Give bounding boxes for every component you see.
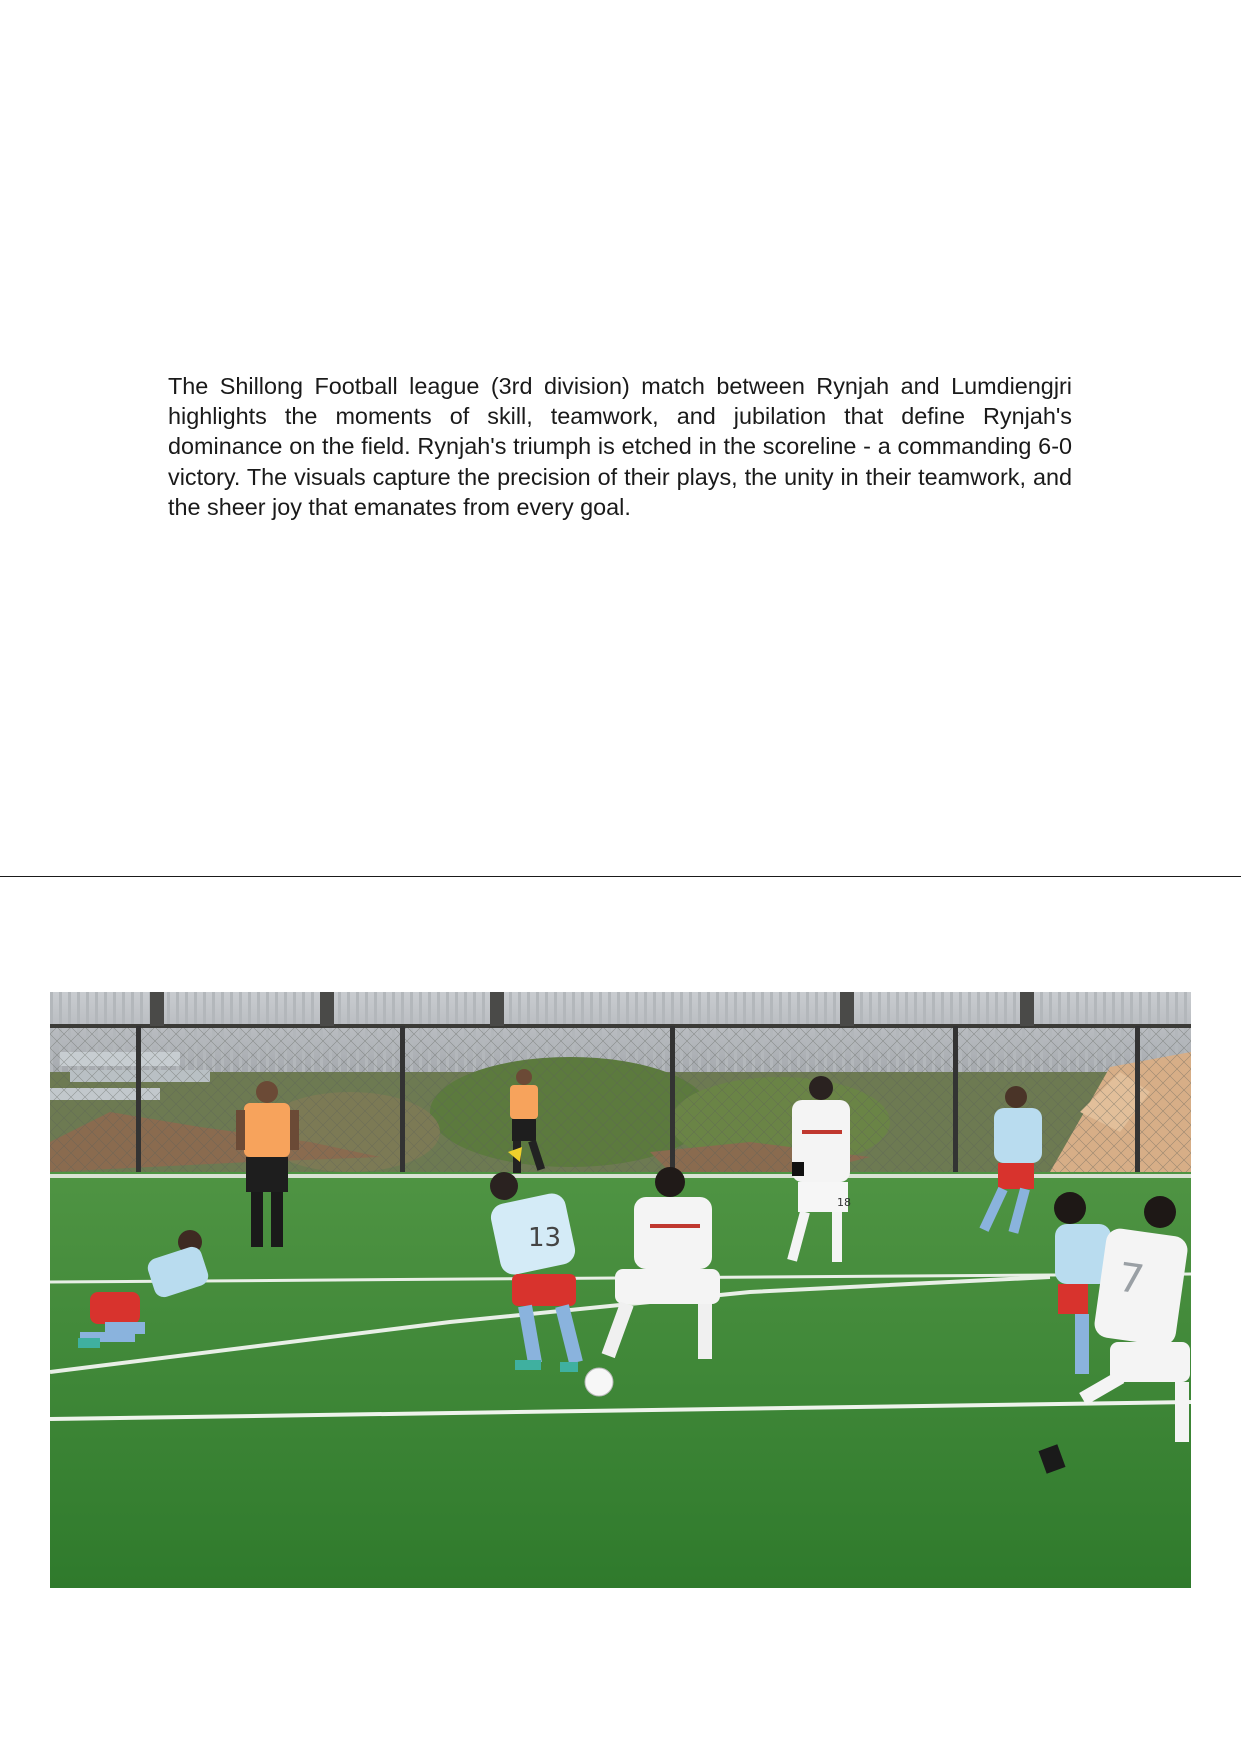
jersey-number-7: 7: [1115, 1254, 1147, 1304]
football-pitch: [50, 1172, 1191, 1588]
jersey-number-13: 13: [528, 1223, 562, 1253]
article-body: The Shillong Football league (3rd division) match between Rynjah and Lumdiengjri highlights the moments of skill, teamwork, and jubilation that define Rynjah's dominance on the field. Rynjah's triumph is etched in the scoreline - a commanding 6-0 victory. The visuals capture the precision of their plays, the unity in their teamwork, and the sheer joy that emanates from every goal.: [168, 373, 1072, 520]
section-divider: [0, 876, 1241, 877]
match-photo: [50, 992, 1191, 1588]
jersey-number-18: 18: [837, 1196, 851, 1209]
